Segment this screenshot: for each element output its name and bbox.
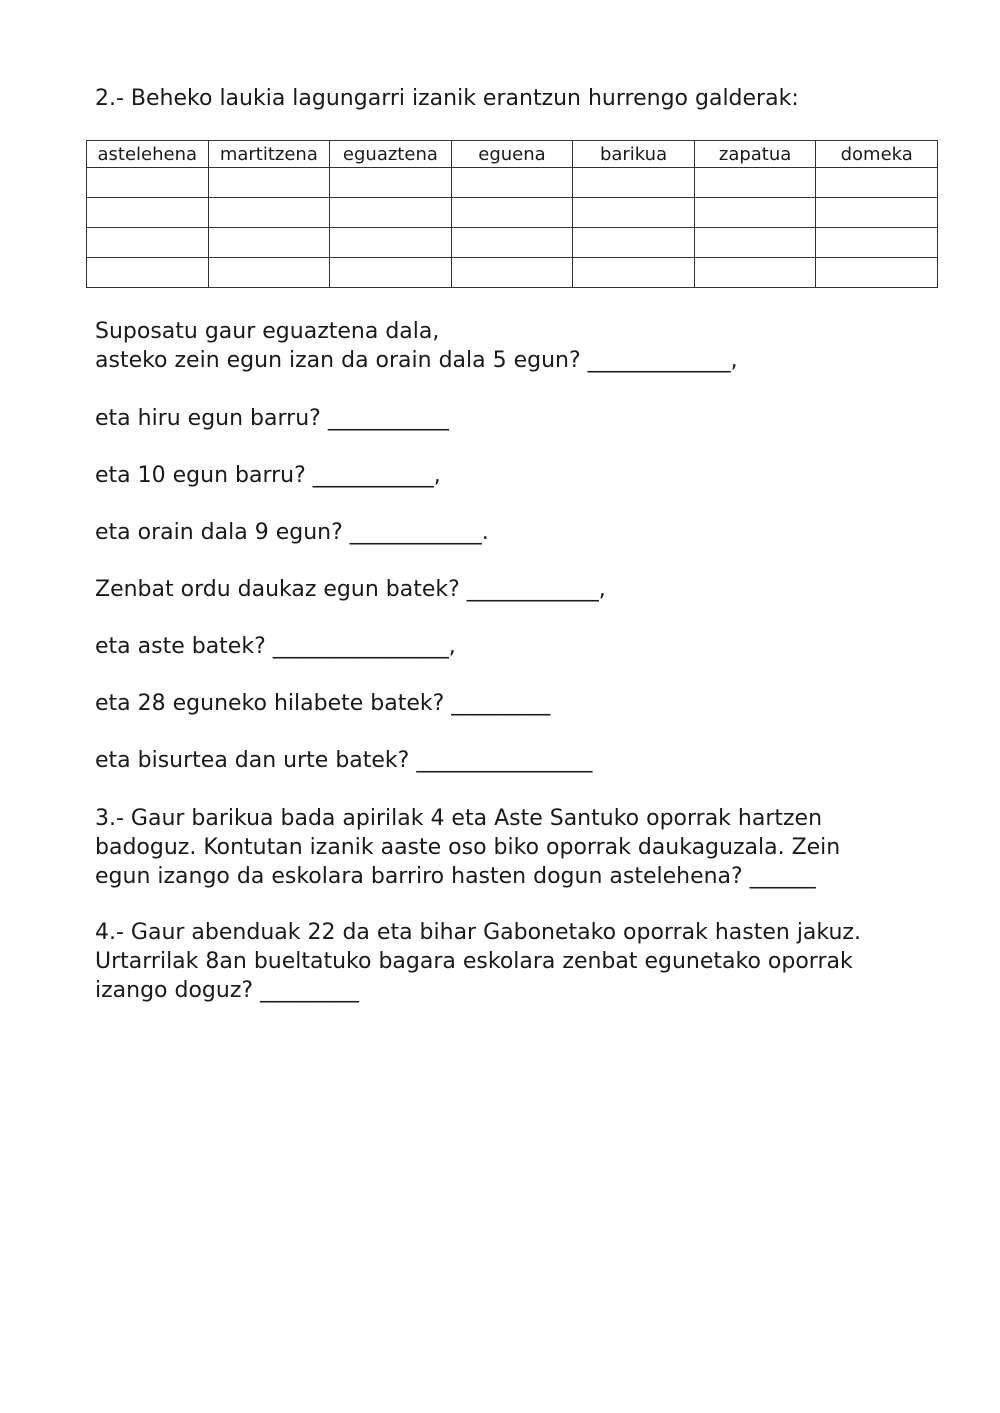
exercise-2-intro: Suposatu gaur eguaztena dala, [95, 319, 440, 344]
table-cell[interactable] [208, 168, 330, 198]
header-cell-barikua: barikua [573, 141, 695, 168]
exercise-2-heading: 2.- Beheko laukia lagungarri izanik erantzun hurrengo galderak: [95, 86, 799, 111]
table-cell[interactable] [573, 258, 695, 288]
question-8: eta bisurtea dan urte batek? ________________ [95, 748, 593, 773]
header-cell-martitzena: martitzena [208, 141, 330, 168]
table-cell[interactable] [451, 168, 573, 198]
header-cell-zapatua: zapatua [694, 141, 816, 168]
question-5: Zenbat ordu daukaz egun batek? ____________, [95, 577, 606, 602]
table-cell[interactable] [694, 168, 816, 198]
table-cell[interactable] [208, 258, 330, 288]
table-row [87, 258, 938, 288]
question-3: eta 10 egun barru? ___________, [95, 463, 441, 488]
question-6: eta aste batek? ________________, [95, 634, 456, 659]
header-cell-astelehena: astelehena [87, 141, 209, 168]
table-cell[interactable] [573, 228, 695, 258]
table-cell[interactable] [816, 228, 938, 258]
table-row [87, 168, 938, 198]
exercise-4-line: Urtarrilak 8an bueltatuko bagara eskolara zenbat egunetako oporrak [95, 949, 853, 974]
table-cell[interactable] [330, 228, 452, 258]
weekdays-header-row [87, 141, 938, 168]
exercise-3-paragraph [95, 804, 935, 891]
table-cell[interactable] [694, 198, 816, 228]
table-cell[interactable] [816, 168, 938, 198]
table-cell[interactable] [87, 228, 209, 258]
question-7: eta 28 eguneko hilabete batek? _________ [95, 691, 551, 716]
exercise-3-line: badoguz. Kontutan izanik aaste oso biko oporrak daukaguzala. Zein [95, 835, 841, 860]
table-row [87, 198, 938, 228]
question-2: eta hiru egun barru? ___________ [95, 406, 449, 431]
weekdays-table [86, 140, 938, 288]
table-cell[interactable] [87, 168, 209, 198]
table-cell[interactable] [573, 168, 695, 198]
header-cell-domeka: domeka [816, 141, 938, 168]
question-1: asteko zein egun izan da orain dala 5 egun? _____________, [95, 348, 738, 373]
header-cell-eguena: eguena [451, 141, 573, 168]
exercise-3-line: egun izango da eskolara barriro hasten dogun astelehena? ______ [95, 864, 816, 889]
table-cell[interactable] [816, 198, 938, 228]
question-4: eta orain dala 9 egun? ____________. [95, 520, 489, 545]
exercise-4-line: izango doguz? _________ [95, 978, 360, 1003]
table-cell[interactable] [451, 198, 573, 228]
table-cell[interactable] [208, 198, 330, 228]
table-cell[interactable] [330, 258, 452, 288]
table-row [87, 228, 938, 258]
exercise-4-line: 4.- Gaur abenduak 22 da eta bihar Gabonetako oporrak hasten jakuz. [95, 920, 861, 945]
table-cell[interactable] [330, 198, 452, 228]
table-cell[interactable] [87, 198, 209, 228]
table-cell[interactable] [451, 258, 573, 288]
exercise-4-paragraph [95, 918, 935, 1005]
table-cell[interactable] [451, 228, 573, 258]
table-cell[interactable] [573, 198, 695, 228]
table-cell[interactable] [694, 258, 816, 288]
table-cell[interactable] [816, 258, 938, 288]
table-cell[interactable] [208, 228, 330, 258]
header-cell-eguaztena: eguaztena [330, 141, 452, 168]
exercise-3-line: 3.- Gaur barikua bada apirilak 4 eta Aste Santuko oporrak hartzen [95, 806, 823, 831]
table-cell[interactable] [87, 258, 209, 288]
table-cell[interactable] [330, 168, 452, 198]
table-cell[interactable] [694, 228, 816, 258]
